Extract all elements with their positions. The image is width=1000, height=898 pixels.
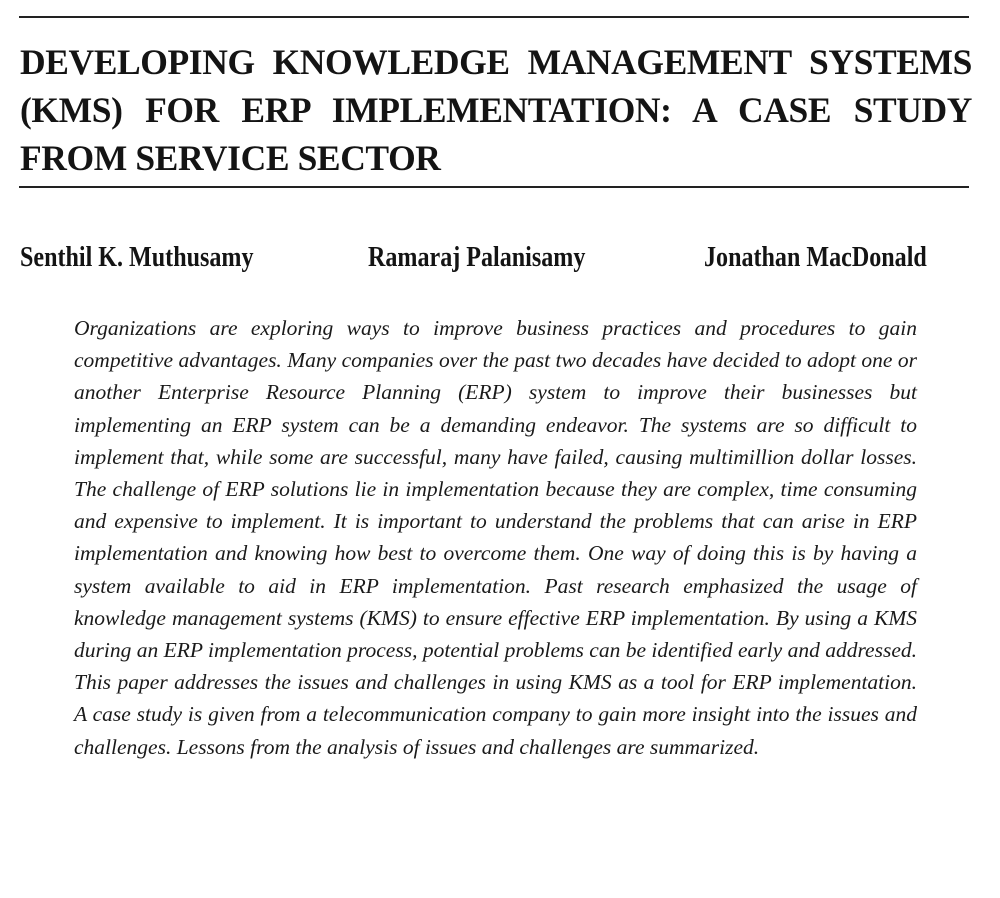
author-2: Ramaraj Palanisamy (368, 242, 586, 273)
top-rule (19, 16, 969, 18)
abstract-text: Organizations are exploring ways to improve business practices and procedures to gain competitive advantages. Many companies over the past two decades have decided to adopt one or another Enterprise Resource Planning (ERP) system to improve their businesses but implementing an ERP system can be a demanding endeavor. The systems are so difficult to implement that, while some are successful, many have failed, causing multimillion dollar losses. The challenge of ERP solutions lie in implementation because they are complex, time consuming and expensive to implement. It is important to understand the problems that can arise in ERP implementation and knowing how best to overcome them. One way of doing this is by having a system available to aid in ERP implementation. Past research emphasized the usage of knowledge management systems (KMS) to ensure effective ERP implementation. By using a KMS during an ERP implementation process, potential problems can be identified early and addressed. This paper addresses the issues and challenges in using KMS as a tool for ERP implementation. A case study is given from a telecommunication company to gain more insight into the issues and challenges. Lessons from the analysis of issues and challenges are summarized. (74, 316, 917, 759)
bottom-rule (19, 186, 969, 188)
paper-title (20, 38, 972, 182)
author-1: Senthil K. Muthusamy (20, 242, 254, 273)
author-list (20, 238, 950, 278)
title-line-2: (KMS) FOR ERP IMPLEMENTATION: A CASE STUDY (20, 90, 972, 130)
author-3: Jonathan MacDonald (704, 242, 927, 273)
title-line-1: DEVELOPING KNOWLEDGE MANAGEMENT SYSTEMS (20, 42, 972, 82)
title-line-3: FROM SERVICE SECTOR (20, 138, 441, 178)
